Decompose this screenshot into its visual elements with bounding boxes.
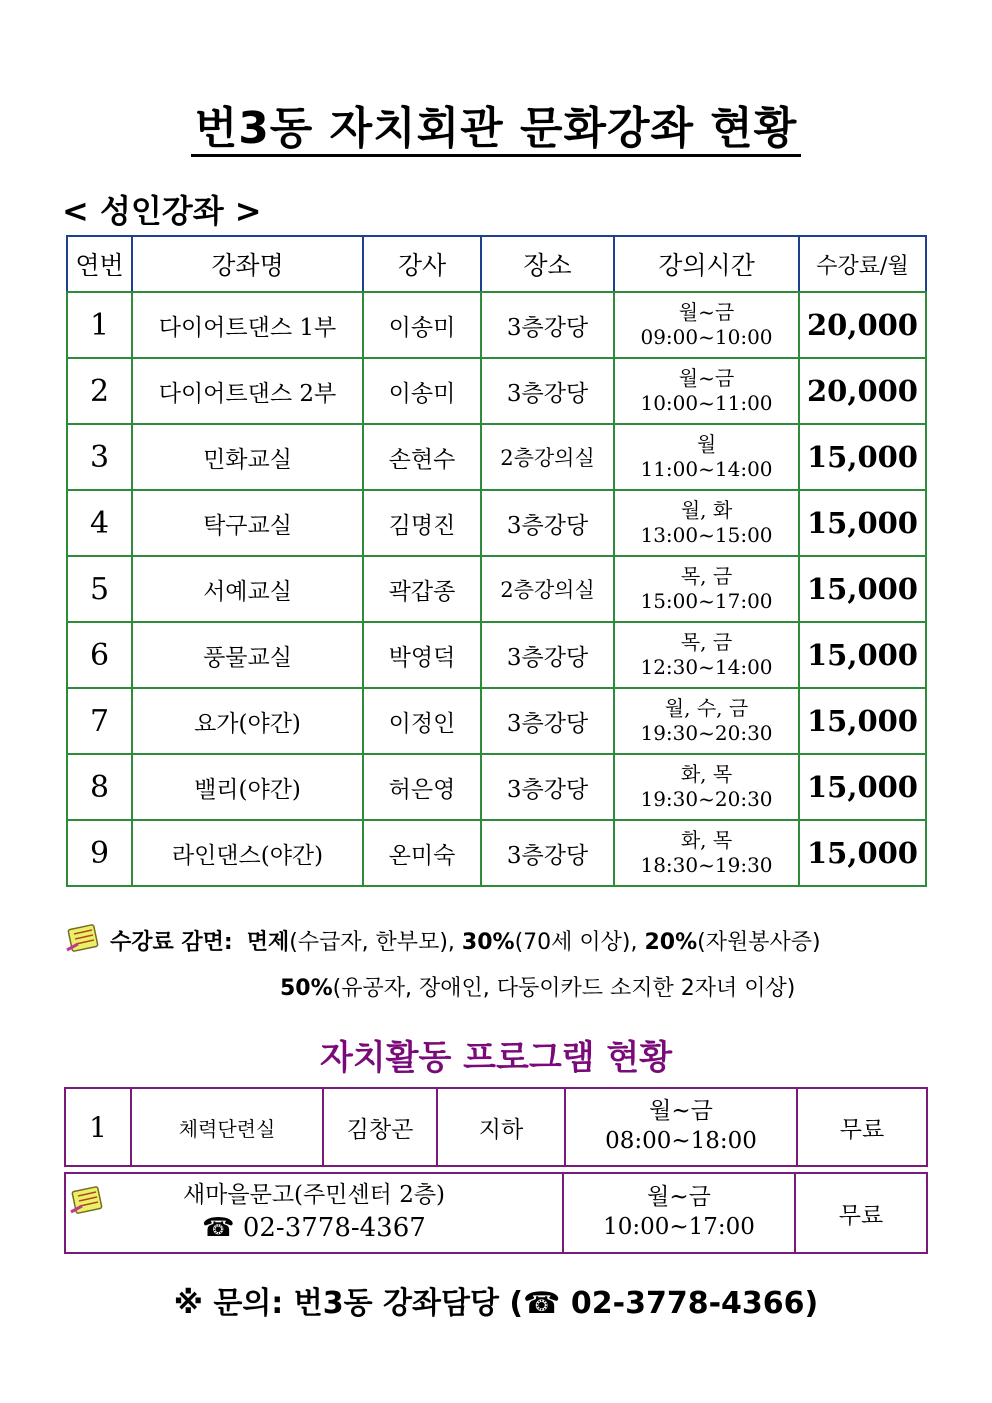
course-name: 민화교실 [132,424,363,490]
course-room: 3층강당 [481,688,614,754]
library-table [64,1172,928,1254]
library-phone: ☎ 02-3778-4367 [202,1212,426,1243]
library-name: 새마을문고(주민센터 2층) [182,1181,446,1208]
table-row [65,1088,927,1166]
course-name: 다이어트댄스 1부 [132,292,363,358]
course-room: 3층강당 [481,292,614,358]
course-time: 월~금 09:00~10:00 [614,292,799,358]
course-time: 월, 수, 금 19:30~20:30 [614,688,799,754]
course-teacher: 박영덕 [363,622,481,688]
course-name: 풍물교실 [132,622,363,688]
course-fee: 15,000 [799,490,926,556]
course-num: 4 [67,490,132,556]
table-row [67,688,926,754]
header-teacher: 강사 [363,236,481,292]
header-num: 연번 [67,236,132,292]
course-fee: 15,000 [799,754,926,820]
course-fee: 15,000 [799,820,926,886]
course-fee: 20,000 [799,358,926,424]
course-room: 2층강의실 [481,424,614,490]
course-name: 요가(야간) [132,688,363,754]
course-fee: 15,000 [799,622,926,688]
discount-label: 수강료 감면: [110,930,233,955]
course-teacher: 손현수 [363,424,481,490]
course-num: 8 [67,754,132,820]
course-time: 화, 목 19:30~20:30 [614,754,799,820]
table-row [67,490,926,556]
activity-section-title: 자치활동 프로그램 현황 [319,1038,673,1078]
course-room: 3층강당 [481,754,614,820]
course-name: 라인댄스(야간) [132,820,363,886]
course-room: 3층강당 [481,622,614,688]
course-name: 서예교실 [132,556,363,622]
course-time: 목, 금 12:30~14:00 [614,622,799,688]
table-row [67,754,926,820]
header-fee: 수강료/월 [799,236,926,292]
fee-discount-line1: 수강료 감면: 면제(수급자, 한부모), 30%(70세 이상), 20%(자원봉사증) [110,930,821,955]
inquiry-contact: ※ 문의: 번3동 강좌담당 (☎ 02-3778-4366) [173,1286,819,1321]
course-fee: 15,000 [799,688,926,754]
course-teacher: 곽갑종 [363,556,481,622]
page-title: 번3동 자치회관 문화강좌 현황 [0,92,992,156]
course-time: 목, 금 15:00~17:00 [614,556,799,622]
table-row [67,292,926,358]
header-room: 장소 [481,236,614,292]
course-room: 3층강당 [481,490,614,556]
course-time: 월, 화 13:00~15:00 [614,490,799,556]
table-row [67,622,926,688]
activity-num: 1 [65,1088,131,1166]
course-num: 7 [67,688,132,754]
course-num: 9 [67,820,132,886]
activity-table [64,1087,928,1167]
course-room: 2층강의실 [481,556,614,622]
course-room: 3층강당 [481,820,614,886]
notepad-icon [68,1186,104,1216]
table-row [67,820,926,886]
activity-time: 월~금 08:00~18:00 [565,1088,797,1166]
course-time: 월~금 10:00~11:00 [614,358,799,424]
notepad-icon [64,924,100,954]
course-num: 3 [67,424,132,490]
table-row [67,424,926,490]
course-teacher: 김명진 [363,490,481,556]
course-teacher: 허은영 [363,754,481,820]
course-num: 6 [67,622,132,688]
header-time: 강의시간 [614,236,799,292]
library-info [65,1173,563,1253]
activity-fee: 무료 [797,1088,927,1166]
course-num: 2 [67,358,132,424]
course-table [66,291,927,887]
activity-room: 지하 [437,1088,565,1166]
course-fee: 15,000 [799,556,926,622]
course-num: 1 [67,292,132,358]
header-name: 강좌명 [132,236,363,292]
course-num: 5 [67,556,132,622]
course-name: 다이어트댄스 2부 [132,358,363,424]
library-time: 월~금 10:00~17:00 [563,1173,795,1253]
activity-teacher: 김창곤 [323,1088,437,1166]
course-teacher: 온미숙 [363,820,481,886]
course-teacher: 이정인 [363,688,481,754]
library-fee: 무료 [795,1173,927,1253]
course-name: 탁구교실 [132,490,363,556]
course-name: 밸리(야간) [132,754,363,820]
fee-discount-line2: 50%(유공자, 장애인, 다둥이카드 소지한 2자녀 이상) [280,976,796,1001]
course-fee: 15,000 [799,424,926,490]
activity-name: 체력단련실 [131,1088,323,1166]
table-row [67,556,926,622]
course-teacher: 이송미 [363,358,481,424]
adult-section-heading: < 성인강좌 > [62,192,262,230]
course-fee: 20,000 [799,292,926,358]
course-time: 월 11:00~14:00 [614,424,799,490]
table-row [65,1173,927,1253]
course-time: 화, 목 18:30~19:30 [614,820,799,886]
table-row [67,358,926,424]
course-teacher: 이송미 [363,292,481,358]
course-room: 3층강당 [481,358,614,424]
course-table-header [66,235,927,293]
